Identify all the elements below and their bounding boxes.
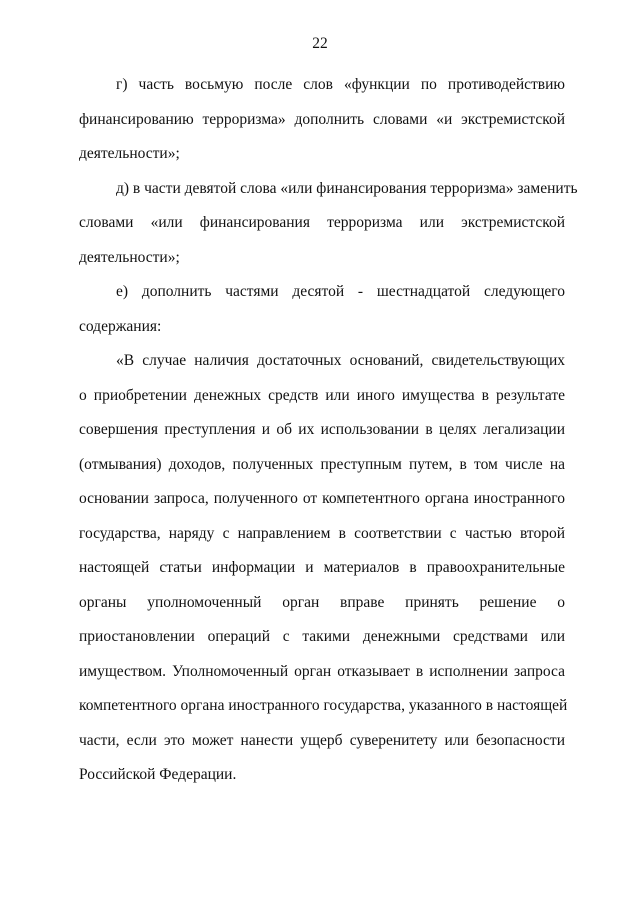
text-line: (отмывания) доходов, полученных преступным путем, в том числе на xyxy=(79,455,565,473)
text-line: о приобретении денежных средств или иного имущества в результате xyxy=(79,386,565,404)
text-line: «В случае наличия достаточных оснований, свидетельствующих xyxy=(116,352,565,369)
text-line: д) в части девятой слова «или финансирования терроризма» заменить xyxy=(116,179,578,197)
text-line: словами «или финансирования терроризма или экстремистской xyxy=(79,214,565,231)
text-line: совершения преступления и об их использовании в целях легализации xyxy=(79,421,565,438)
text-line: г) часть восьмую после слов «функции по противодействию xyxy=(116,76,565,93)
text-line: настоящей статьи информации и материалов в правоохранительные xyxy=(79,559,565,576)
document-body xyxy=(79,68,578,793)
text-line: содержания: xyxy=(79,317,162,335)
text-line: е) дополнить частями десятой - шестнадцатой следующего xyxy=(116,283,565,300)
page-number: 22 xyxy=(312,35,328,52)
text-line: Российской Федерации. xyxy=(79,766,237,783)
text-line: деятельности»; xyxy=(79,248,180,266)
text-line: основании запроса, полученного от компетентного органа иностранного xyxy=(79,490,565,507)
text-line: государства, наряду с направлением в соответствии с частью второй xyxy=(79,524,565,542)
text-line: компетентного органа иностранного государства, указанного в настоящей xyxy=(79,697,568,714)
text-line: деятельности»; xyxy=(79,145,180,162)
paragraph-g xyxy=(79,68,565,172)
text-line: приостановлении операций с такими денежными средствами или xyxy=(79,628,565,645)
text-line: имуществом. Уполномоченный орган отказывает в исполнении запроса xyxy=(79,662,565,680)
paragraph-quoted-text xyxy=(79,344,568,793)
paragraph-e xyxy=(79,275,565,344)
paragraph-d xyxy=(79,172,578,276)
text-line: части, если это может нанести ущерб суверенитету или безопасности xyxy=(79,731,565,749)
text-line: финансированию терроризма» дополнить словами «и экстремистской xyxy=(79,110,565,128)
text-line: органы уполномоченный орган вправе принять решение о xyxy=(79,593,565,611)
